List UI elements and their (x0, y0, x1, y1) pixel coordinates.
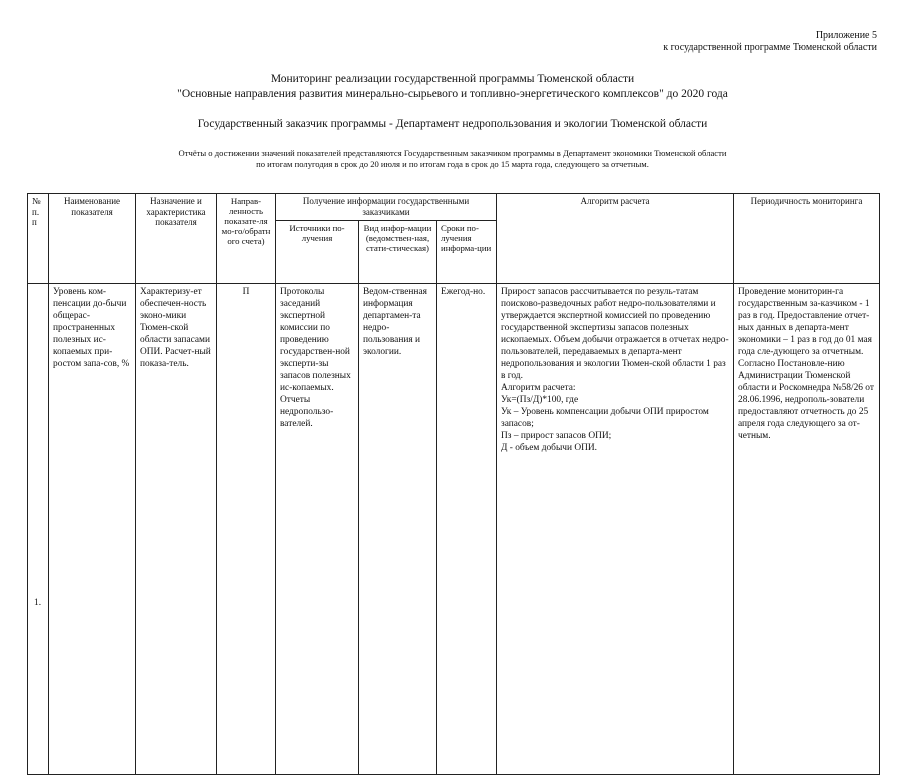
cell-direction: П (217, 284, 276, 775)
cell-terms: Ежегод-но. (437, 284, 497, 775)
cell-sources: Протоколы заседаний экспертной комиссии по проведению государствен-ной эксперти-зы запасов полезных ис-копаемых. Отчеты недропользо-вателей. (276, 284, 359, 775)
header-info-group: Получение информации государственными заказчиками (276, 194, 497, 221)
cell-periodicity: Проведение мониторин-га государственным за-казчиком - 1 раз в год. Предоставление отчет-ных данных в департа-мент экономики – 1 раз в год до 01 мая года сле-дующего за отчетным. Согласно Постановле-нию Администрации Тюменской области и Роскомнедра №58/26 от 28.06.1996, недрополь-зователи предоставляют отчетность до 25 апреля года следующего за от-четным. (734, 284, 880, 775)
header-direction: Направ-ленность показате-ля мо-го/обратн ого счета) (217, 194, 276, 284)
note-line-1: Отчёты о достижении значений показателей представляются Государственным заказчиком программы в Департамент экономики Тюменской области (178, 148, 727, 158)
cell-algorithm: Прирост запасов рассчитывается по резуль-татам поисково-разведочных работ недро-пользователями и утверждается экспертной комиссией по проведению государственной экспертизы запасов полезных ископаемых. Объем добычи отражается в отчетах недро-пользователей, передаваемых в департа-мент недропользования и экологии Тюмен-ской области 1 раз в год. Алгоритм расчета: Ук=(Пз/Д)*100, где Ук – Уровень компенсации добычи ОПИ приростом запасов; Пз – прирост запасов ОПИ; Д - объем добычи ОПИ. (497, 284, 734, 775)
monitoring-table (27, 193, 880, 775)
appendix-reference: к государственной программе Тюменской области (663, 42, 877, 53)
header-kind: Вид инфор-мации (ведомствен-ная, стати-стическая) (359, 221, 437, 284)
header-num: № п. п (28, 194, 49, 284)
cell-indicator-name: Уровень ком-пенсации до-бычи общерас-пространенных полезных ис-копаемых при-ростом запа-сов, % (49, 284, 136, 775)
title-line-2: "Основные направления развития минерально-сырьевого и топливно-энергетического комплексов" до 2020 года (177, 88, 728, 100)
header-sources: Источники по-лучения (276, 221, 359, 284)
title-line-1: Мониторинг реализации государственной программы Тюменской области (270, 73, 635, 85)
header-row-1 (28, 194, 880, 221)
header-periodicity: Периодичность мониторинга (734, 194, 880, 284)
row-number: 1. (28, 284, 49, 775)
appendix-header (557, 30, 877, 54)
table-row (28, 284, 880, 775)
header-name: Наименование показателя (49, 194, 136, 284)
appendix-number: Приложение 5 (815, 30, 877, 41)
note-line-2: по итогам полугодия в срок до 20 июля и по итогам года в срок до 15 марта года, следующего за отчетным. (256, 159, 649, 169)
reporting-note (0, 148, 905, 170)
document-title (0, 72, 905, 102)
cell-info-kind: Ведом-ственная информация департамен-та недро-пользования и экологии. (359, 284, 437, 775)
customer-title: Государственный заказчик программы - Департамент недропользования и экологии Тюменской области (197, 118, 708, 130)
header-algorithm: Алгоритм расчета (497, 194, 734, 284)
header-terms: Сроки по-лучения информа-ции (437, 221, 497, 284)
header-purpose: Назначение и характеристика показателя (136, 194, 217, 284)
cell-purpose: Характеризу-ет обеспечен-ность эконо-мики Тюмен-ской области запасами ОПИ. Расчет-ный показа-тель. (136, 284, 217, 775)
